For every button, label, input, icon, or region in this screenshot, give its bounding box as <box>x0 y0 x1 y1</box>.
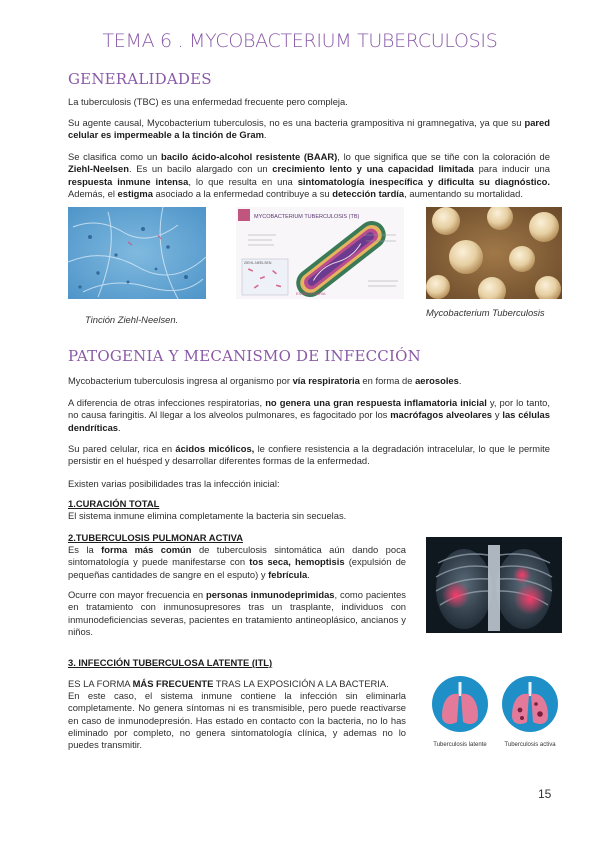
item-3-line1: ES LA FORMA MÁS FRECUENTE TRAS LA EXPOSICIÓN A LA BACTERIA. <box>68 678 389 689</box>
paragraph-inflammation: A diferencia de otras infecciones respiratorias, no genera una gran respuesta inflamatoria inicial y, por lo tanto, no causa faringitis. Al llegar a los alveolos pulmonares, es fagocitado por los macrófagos alveolares y las células dendríticas. <box>68 397 550 433</box>
lungs-illustration <box>430 672 562 760</box>
item-2-text: Es la forma más común de tuberculosis sintomática aún dando poca sintomatología y puede manifestarse con tos seca, hemoptisis (expulsión de pequeñas cantidades de sangre en el esputo) y febrícula. <box>68 544 407 580</box>
mycobacterium-diagram-image <box>236 207 404 299</box>
lung-label-active: Tuberculosis activa <box>504 742 556 748</box>
paragraph-classification: Se clasifica como un bacilo ácido-alcohol resistente (BAAR), lo que significa que se tiñe con la coloración de Ziehl-Neelsen. Es un bacilo alargado con un crecimiento lento y una capacidad limitada para inducir una respuesta inmune intensa, lo que resulta en una sintomatología inespecífica y dificulta su diagnóstico. Además, el estigma asociado a la enfermedad contribuye a su detección tardía, aumentando su mortalidad. <box>68 151 550 199</box>
item-3-title: 3. INFECCIÓN TUBERCULOSA LATENTE (ITL) <box>68 657 273 668</box>
ziehl-neelsen-stain-image <box>68 207 206 299</box>
paragraph-intro: La tuberculosis (TBC) es una enfermedad frecuente pero compleja. <box>68 96 348 107</box>
item-1-text: El sistema inmune elimina completamente la bacteria sin secuelas. <box>68 510 347 521</box>
page-title: TEMA 6 . MYCOBACTERIUM TUBERCULOSIS <box>102 30 498 52</box>
item-1-title: 1.CURACIÓN TOTAL <box>68 498 160 509</box>
paragraph-possibilities: Existen varias posibilidades tras la infección inicial: <box>68 478 280 489</box>
paragraph-entry: Mycobacterium tuberculosis ingresa al organismo por vía respiratoria en forma de aerosoles. <box>68 375 462 386</box>
section-heading-generalidades: GENERALIDADES <box>68 70 212 88</box>
diagram-label-b: ESPECIE MARIA <box>296 292 326 296</box>
mycobacterium-colonies-image <box>426 207 562 299</box>
item-2-title: 2.TUBERCULOSIS PULMONAR ACTIVA <box>68 532 244 543</box>
caption-ziehl-neelsen: Tinción Ziehl-Neelsen. <box>85 314 179 325</box>
page-number: 15 <box>538 787 552 801</box>
diagram-label-a: ZIEHL-NEELSEN <box>244 261 272 265</box>
item-2-text-2: Ocurre con mayor frecuencia en personas inmunodeprimidas, como pacientes en tratamiento con inmunosupresores tras un trasplante, individuos con inmunodeficiencias severas, pacientes en tratamiento antineoplásico, ancianos y niños. <box>68 589 406 637</box>
section-heading-patogenia: PATOGENIA Y MECANISMO DE INFECCIÓN <box>68 347 421 365</box>
paragraph-cell-wall: Su pared celular, rica en ácidos micólicos, le confiere resistencia a la degradación intracelular, lo que le permite persistir en el huésped y desarrollar diferentes formas de la enfermedad. <box>68 443 550 467</box>
paragraph-agent: Su agente causal, Mycobacterium tuberculosis, no es una bacteria grampositiva ni gramnegativa, ya que su pared celular es impermeable a la tinción de Gram. <box>68 117 550 141</box>
chest-xray-image <box>426 537 562 633</box>
diagram-title: MYCOBACTERIUM TUBERCULOSIS (TB) <box>254 214 360 220</box>
lung-label-latent: Tuberculosis latente <box>433 742 487 748</box>
item-3-text: En este caso, el sistema inmune contiene la infección sin eliminarla completamente. No genera síntomas ni es transmisible, pero puede reactivarse en caso de inmunodepresión. Has estado en contacto con la bacteria, no lo has eliminado por completo, no genera sintomatología clínica, y ademas no lo puedes transmitir. <box>68 690 406 751</box>
caption-mycobacterium: Mycobacterium Tuberculosis <box>426 307 545 318</box>
